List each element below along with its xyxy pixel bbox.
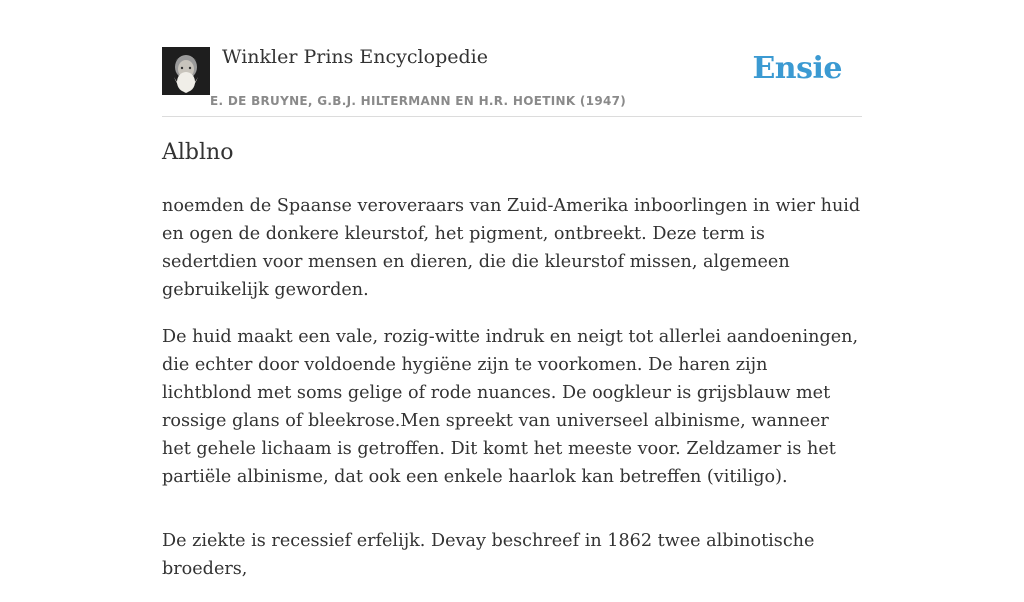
paragraph: De ziekte is recessief erfelijk. Devay beschreef in 1862 twee albinotische broeders, — [162, 531, 815, 579]
paragraph: noemden de Spaanse veroveraars van Zuid-Amerika inboorlingen in wier huid en ogen de donkere kleurstof, het pigment, ontbreekt. Deze term is sedertdien voor mensen en dieren, die die kleurstof missen, algemeen gebruikelijk geworden. — [162, 196, 861, 300]
ensie-logo-link[interactable]: Ensie — [752, 51, 842, 86]
author-portrait-icon — [162, 47, 210, 95]
author-avatar[interactable] — [162, 47, 210, 95]
page — [162, 0, 862, 579]
book-authors: E. DE BRUYNE, G.B.J. HILTERMANN EN H.R. HOETINK (1947) — [210, 94, 627, 108]
book-title[interactable]: Winkler Prins Encyclopedie — [222, 46, 488, 68]
paragraph: De huid maakt een vale, rozig-witte indruk en neigt tot allerlei aandoeningen, die echter door voldoende hygiëne zijn te voorkomen. De haren zijn lichtblond met soms gelige of rode nuances. De oogkleur is grijsblauw met rossige glans of bleekrose.Men spreekt van universeel albinisme, wanneer het gehele lichaam is getroffen. Dit komt het meeste voor. Zeldzamer is het partiële albinisme, dat ook een enkele haarlok kan betreffen (vitiligo). — [162, 327, 859, 487]
entry-title: Alblno — [162, 140, 234, 165]
entry-content — [162, 192, 862, 602]
header — [162, 0, 862, 117]
